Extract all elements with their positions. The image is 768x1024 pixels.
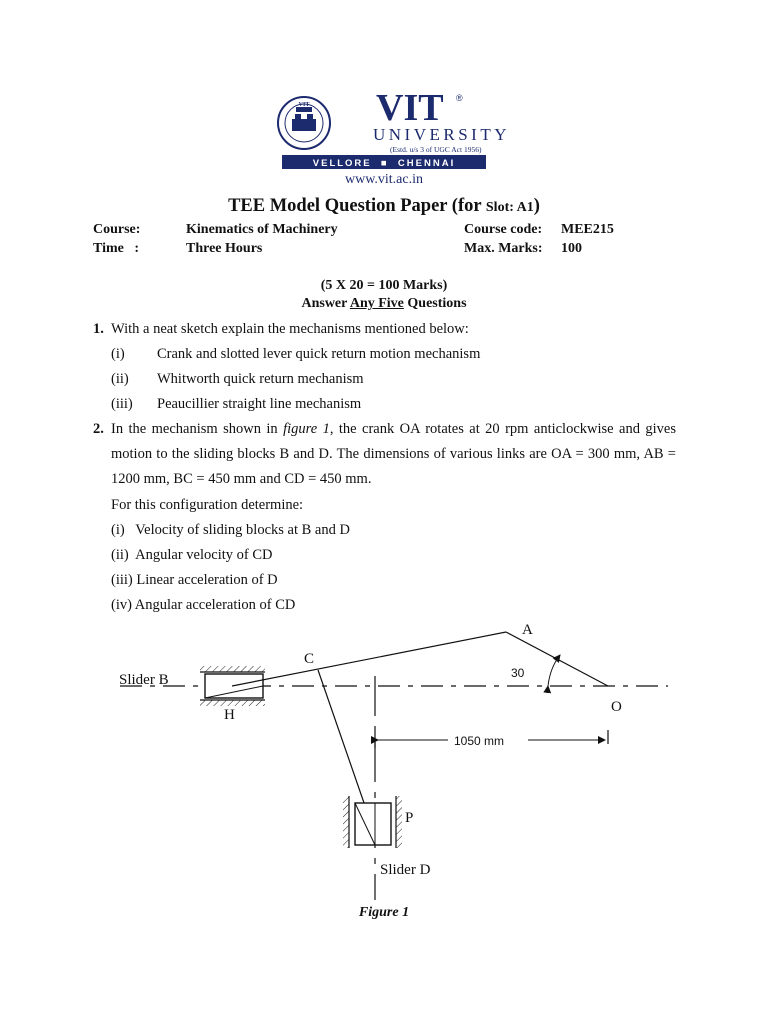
university-logo [276,87,510,187]
label-a: A [522,622,533,638]
label-dimension: 1050 mm [454,734,505,748]
slider-b-guide-bottom [200,700,265,706]
course-value: Kinematics of Machinery [186,222,338,237]
slider-b-guide-top [200,666,265,672]
q1-item-label: (iii) [111,396,133,412]
q2-number: 2. [93,421,104,437]
q2-text: In the mechanism shown in figure 1, the crank OA rotates at 20 rpm anticlockwise and gives motion to the sliding blocks B and D. The dimensions of various links are OA = 300 mm, AB = 1200 mm, BC = 450 mm and CD = 450 mm. [111,421,676,487]
answer-instruction: Answer Any Five Questions [301,296,467,311]
label-o: O [611,699,622,715]
logo-estd: (Estd. u/s 3 of UGC Act 1956) [390,145,482,154]
logo-campuses: VELLORE ■ CHENNAI [312,158,456,169]
max-marks-value: 100 [561,241,582,256]
figure-caption: Figure 1 [358,905,410,920]
label-slider-b: Slider B [119,672,169,688]
slider-d-guide-left [343,796,349,848]
logo-registered: ® [456,93,463,103]
label-h: H [224,707,235,723]
time-label: Time : [93,241,140,256]
label-c: C [304,651,315,667]
q1-item-label: (i) [111,346,125,362]
label-p: P [405,810,414,826]
course-code-value: MEE215 [561,222,614,237]
svg-text:VIT: VIT [298,102,310,108]
slider-d-block [355,803,391,845]
slider-d-guide-right [396,796,402,848]
q1-text: With a neat sketch explain the mechanisms mentioned below: [111,321,469,337]
course-code-label: Course code: [464,222,543,237]
seal-emblem [278,97,330,149]
max-marks-label: Max. Marks: [464,241,543,256]
q2-determine: For this configuration determine: [111,497,304,513]
q1-item-label: (ii) [111,371,129,387]
logo-brand: VIT [376,87,444,129]
page-title: TEE Model Question Paper (for Slot: A1) [228,196,540,216]
q1-item-text: Whitworth quick return mechanism [157,371,364,387]
q2-item: (ii) Angular velocity of CD [111,547,273,563]
q1-item-text: Peaucillier straight line mechanism [157,396,362,412]
logo-university: UNIVERSITY [373,125,510,144]
label-slider-d: Slider D [380,862,431,878]
label-angle: 30 [511,666,525,680]
q1-item-text: Crank and slotted lever quick return motion mechanism [157,346,481,362]
link-ab [232,632,506,686]
time-value: Three Hours [186,241,263,256]
course-label: Course: [93,222,141,237]
logo-website: www.vit.ac.in [344,172,424,187]
mechanism-figure [0,615,768,915]
q1-number: 1. [93,321,104,337]
marks-line: (5 X 20 = 100 Marks) [320,278,448,293]
q2-item: (iii) Linear acceleration of D [111,572,278,588]
q2-item: (iv) Angular acceleration of CD [111,597,296,613]
q2-item: (i) Velocity of sliding blocks at B and D [111,522,350,538]
